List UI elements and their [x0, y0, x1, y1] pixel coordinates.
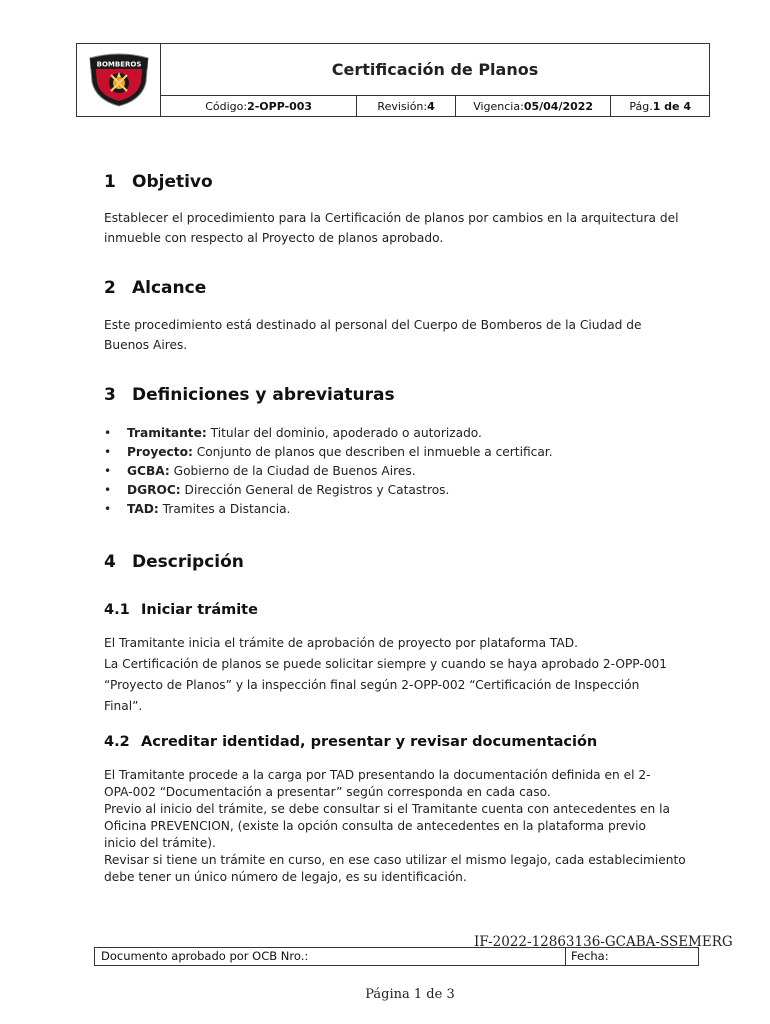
paragraph-iniciar-tramite — [104, 633, 698, 717]
text-line: El Tramitante procede a la carga por TAD presentando la documentación definida en el 2- — [104, 768, 651, 782]
definition-term: DGROC: — [127, 483, 181, 497]
section-number: 3 — [104, 385, 116, 405]
bullet-icon: • — [104, 464, 112, 478]
revision-value: 4 — [427, 99, 435, 113]
vigencia-label: Vigencia: — [473, 99, 524, 113]
header-meta-row — [161, 96, 709, 116]
subsection-number: 4.2 — [104, 734, 130, 750]
section-heading-objetivo — [104, 172, 213, 192]
definition-text: Titular del dominio, apoderado o autorizado. — [206, 426, 482, 440]
section-number: 4 — [104, 552, 116, 572]
definition-term: Proyecto: — [127, 445, 193, 459]
approval-footer-table — [94, 947, 699, 966]
document-title: Certificación de Planos — [161, 44, 709, 96]
revision-cell — [357, 96, 456, 116]
bomberos-logo — [86, 52, 152, 108]
section-title: Definiciones y abreviaturas — [132, 385, 395, 405]
list-item — [104, 462, 698, 481]
vigencia-value: 05/04/2022 — [523, 99, 594, 113]
paragraph-objetivo — [104, 208, 698, 248]
text-line: inicio del trámite). — [104, 836, 216, 850]
codigo-value: 2-OPP-003 — [247, 99, 313, 113]
section-heading-alcance — [104, 278, 206, 298]
section-number: 1 — [104, 172, 116, 192]
section-title: Objetivo — [132, 172, 213, 192]
pagina-label: Pág. — [629, 99, 653, 113]
subsection-title: Acreditar identidad, presentar y revisar documentación — [141, 734, 598, 750]
text-line: Previo al inicio del trámite, se debe consultar si el Tramitante cuenta con antecedentes en la — [104, 802, 671, 816]
codigo-label: Código: — [205, 99, 248, 113]
subsection-title: Iniciar trámite — [141, 602, 258, 618]
subsection-heading-acreditar-identidad — [104, 734, 597, 750]
document-id-stamp: IF-2022-12863136-GCABA-SSEMERG — [474, 934, 733, 950]
text-line: Final”. — [104, 699, 143, 713]
paragraph-alcance — [104, 315, 698, 355]
revision-label: Revisión: — [377, 99, 428, 113]
bullet-icon: • — [104, 502, 112, 516]
subsection-heading-iniciar-tramite — [104, 602, 258, 618]
definition-term: Tramitante: — [127, 426, 207, 440]
subsection-number: 4.1 — [104, 602, 130, 618]
text-line: debe tener un único número de legajo, es su identificación. — [104, 870, 467, 884]
page-number: Página 1 de 3 — [365, 987, 455, 1002]
definition-term: TAD: — [127, 502, 159, 516]
text-line: OPA-002 “Documentación a presentar” según corresponda en cada caso. — [104, 785, 551, 799]
bullet-icon: • — [104, 445, 112, 459]
text-line: La Certificación de planos se puede solicitar siempre y cuando se haya aprobado 2-OPP-001 — [104, 657, 668, 671]
aprobado-label: Documento aprobado por OCB Nro.: — [101, 949, 309, 963]
definition-text: Conjunto de planos que describen el inmueble a certificar. — [192, 445, 553, 459]
text-line: inmueble con respecto al Proyecto de planos aprobado. — [104, 231, 444, 245]
section-heading-definiciones — [104, 385, 395, 405]
paragraph-acreditar-identidad — [104, 767, 698, 886]
bullet-icon: • — [104, 483, 112, 497]
pagina-cell — [611, 96, 709, 116]
definition-text: Tramites a Distancia. — [158, 502, 291, 516]
list-item — [104, 443, 698, 462]
vigencia-cell — [456, 96, 611, 116]
text-line: El Tramitante inicia el trámite de aprobación de proyecto por plataforma TAD. — [104, 636, 579, 650]
bullet-icon: • — [104, 426, 112, 440]
pagina-value: 1 de 4 — [652, 99, 692, 113]
definition-term: GCBA: — [127, 464, 170, 478]
list-item — [104, 424, 698, 443]
section-heading-descripcion — [104, 552, 244, 572]
text-line: Establecer el procedimiento para la Certificación de planos por cambios en la arquitectura del — [104, 211, 679, 225]
text-line: Oficina PREVENCION, (existe la opción consulta de antecedentes en la plataforma previo — [104, 819, 647, 833]
fecha-label: Fecha: — [571, 949, 609, 963]
text-line: Buenos Aires. — [104, 338, 188, 352]
logo-text: BOMBEROS — [96, 60, 142, 69]
section-title: Descripción — [132, 552, 244, 572]
definition-text: Dirección General de Registros y Catastros. — [180, 483, 450, 497]
codigo-cell — [161, 96, 357, 116]
logo-cell — [77, 44, 161, 116]
definition-text: Gobierno de la Ciudad de Buenos Aires. — [169, 464, 416, 478]
list-item — [104, 481, 698, 500]
section-number: 2 — [104, 278, 116, 298]
section-title: Alcance — [132, 278, 207, 298]
text-line: “Proyecto de Planos” y la inspección final según 2-OPP-002 “Certificación de Inspección — [104, 678, 640, 692]
list-item — [104, 500, 698, 519]
footer-divider — [565, 948, 566, 965]
text-line: Este procedimiento está destinado al personal del Cuerpo de Bomberos de la Ciudad de — [104, 318, 642, 332]
definitions-list — [104, 424, 698, 519]
document-header — [76, 43, 710, 117]
text-line: Revisar si tiene un trámite en curso, en ese caso utilizar el mismo legajo, cada establecimiento — [104, 853, 686, 867]
